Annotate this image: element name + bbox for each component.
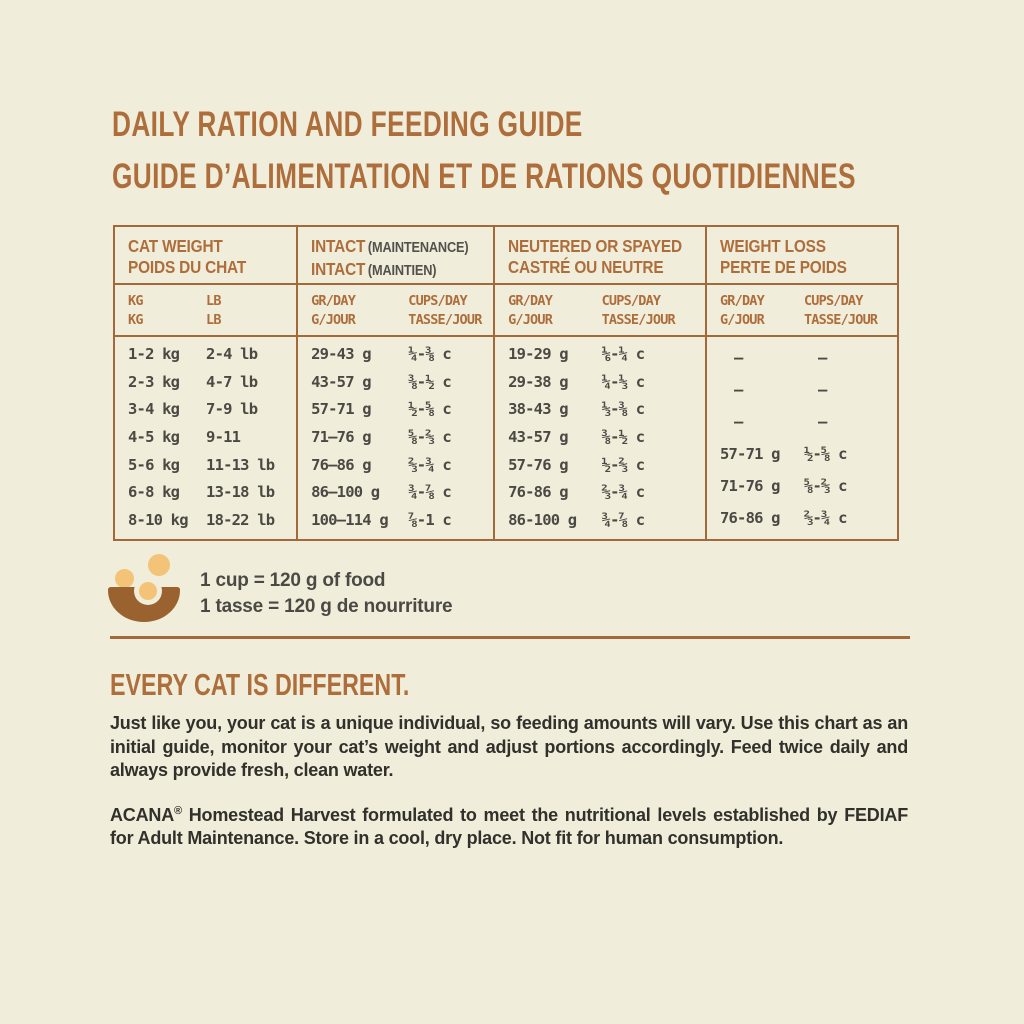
body-intact bbox=[298, 337, 493, 539]
subheader-grday-fr: G/JOUR bbox=[311, 312, 356, 328]
subheader-cupsday-en: CUPS/DAY bbox=[408, 293, 467, 309]
header-cat-weight-fr: POIDS DU CHAT bbox=[128, 257, 247, 277]
cell-c: — bbox=[817, 349, 827, 367]
table-row bbox=[311, 456, 491, 474]
body-cat-weight bbox=[115, 337, 296, 539]
header-weight-loss-en: WEIGHT LOSS bbox=[719, 236, 826, 256]
subheader-neutered bbox=[495, 285, 705, 337]
cell-lb: 13-18 lb bbox=[206, 483, 275, 502]
subheader-cupsday-fr: TASSE/JOUR bbox=[601, 312, 675, 328]
cell-neutered_c: ⅓-⅜ c bbox=[601, 400, 645, 419]
subheader-cat-weight bbox=[115, 285, 296, 337]
cell-neutered_g: 57-76 g bbox=[508, 455, 568, 474]
table-row bbox=[311, 400, 491, 418]
cell-g: 57-71 g bbox=[719, 445, 780, 463]
subheader-cupsday-en: CUPS/DAY bbox=[803, 293, 863, 309]
table-row bbox=[311, 373, 491, 391]
cell-intact_g: 71–76 g bbox=[311, 427, 371, 446]
cell-lb: 9-11 bbox=[206, 427, 241, 446]
column-intact bbox=[296, 227, 493, 539]
header-intact-en-paren: (MAINTENANCE) bbox=[367, 240, 469, 256]
cell-lb: 2-4 lb bbox=[206, 344, 258, 363]
kibble-icon bbox=[139, 582, 157, 600]
page-title-line1 bbox=[112, 102, 1024, 154]
subheader-grday-en: GR/DAY bbox=[508, 293, 553, 309]
cup-note-fr: 1 tasse = 120 g de nourriture bbox=[200, 596, 453, 617]
table-row bbox=[508, 400, 703, 418]
title-text-en: DAILY RATION AND FEEDING GUIDE bbox=[112, 105, 583, 144]
column-header-cat-weight bbox=[115, 227, 296, 285]
column-header-weight-loss bbox=[707, 227, 897, 285]
cell-neutered_g: 29-38 g bbox=[508, 372, 568, 391]
table-row bbox=[720, 381, 895, 399]
subheader-lb-en: LB bbox=[206, 293, 221, 309]
cell-neutered_c: ⅙-¼ c bbox=[601, 344, 645, 363]
footer-heading: EVERY CAT IS DIFFERENT. bbox=[110, 667, 410, 702]
table-row bbox=[128, 400, 294, 418]
cell-intact_c: ⅜-½ c bbox=[408, 372, 451, 391]
cell-c: ½-⅝ c bbox=[803, 445, 847, 463]
cell-intact_g: 76–86 g bbox=[311, 455, 371, 474]
table-row bbox=[311, 345, 491, 363]
column-header-neutered bbox=[495, 227, 705, 285]
cell-neutered_c: ⅔-¾ c bbox=[601, 483, 645, 502]
cell-kg: 3-4 kg bbox=[128, 400, 180, 419]
cell-neutered_c: ¼-⅓ c bbox=[601, 372, 645, 391]
subheader-lb-fr: LB bbox=[206, 312, 221, 328]
body-neutered bbox=[495, 337, 705, 539]
cell-neutered_g: 43-57 g bbox=[508, 427, 568, 446]
cell-lb: 7-9 lb bbox=[206, 400, 258, 419]
kibble-icon bbox=[115, 569, 134, 588]
cell-intact_g: 43-57 g bbox=[311, 372, 371, 391]
cell-c: — bbox=[817, 413, 827, 431]
subheader-cupsday-en: CUPS/DAY bbox=[601, 293, 661, 309]
table-row bbox=[720, 413, 895, 431]
cell-neutered_c: ⅜-½ c bbox=[601, 427, 645, 446]
cell-kg: 5-6 kg bbox=[128, 455, 180, 474]
cell-neutered_g: 19-29 g bbox=[508, 344, 568, 363]
table-row bbox=[508, 428, 703, 446]
cell-intact_c: ¼-⅜ c bbox=[408, 344, 451, 363]
cell-c: ⅔-¾ c bbox=[803, 509, 847, 527]
cell-neutered_c: ½-⅔ c bbox=[601, 455, 645, 474]
cell-kg: 2-3 kg bbox=[128, 372, 180, 391]
body-weight-loss bbox=[707, 337, 897, 539]
title-text-fr: GUIDE D’ALIMENTATION ET DE RATIONS QUOTIDIENNES bbox=[112, 157, 856, 196]
cell-lb: 4-7 lb bbox=[206, 372, 258, 391]
table-row bbox=[508, 456, 703, 474]
table-row bbox=[311, 483, 491, 501]
cell-intact_g: 100–114 g bbox=[311, 511, 388, 530]
subheader-weight-loss bbox=[707, 285, 897, 337]
cell-neutered_g: 76-86 g bbox=[508, 483, 568, 502]
subheader-grday-fr: G/JOUR bbox=[508, 312, 553, 328]
table-row bbox=[508, 373, 703, 391]
header-intact-en: INTACT bbox=[311, 236, 366, 256]
footer-section bbox=[110, 664, 908, 868]
table-row bbox=[128, 345, 294, 363]
subheader-kg-fr: KG bbox=[128, 312, 143, 328]
cell-intact_g: 57-71 g bbox=[311, 400, 371, 419]
table-row bbox=[128, 373, 294, 391]
cell-g: — bbox=[733, 381, 743, 399]
table-row bbox=[720, 477, 895, 495]
subheader-grday-en: GR/DAY bbox=[311, 293, 356, 309]
cell-kg: 4-5 kg bbox=[128, 427, 180, 446]
cell-g: — bbox=[733, 349, 743, 367]
cell-kg: 6-8 kg bbox=[128, 483, 180, 502]
cell-g: 71-76 g bbox=[719, 477, 780, 495]
table-row bbox=[508, 483, 703, 501]
column-weight-loss bbox=[705, 227, 897, 539]
subheader-intact bbox=[298, 285, 493, 337]
cell-intact_c: ¾-⅞ c bbox=[408, 483, 451, 502]
cell-c: ⅝-⅔ c bbox=[803, 477, 847, 495]
header-neutered-en: NEUTERED OR SPAYED bbox=[508, 236, 683, 256]
cell-kg: 1-2 kg bbox=[128, 344, 180, 363]
table-row bbox=[311, 511, 491, 529]
table-row bbox=[128, 428, 294, 446]
brand-name: ACANA bbox=[110, 804, 174, 825]
subheader-cupsday-fr: TASSE/JOUR bbox=[408, 312, 482, 328]
column-header-intact bbox=[298, 227, 493, 285]
table-row bbox=[128, 511, 294, 529]
header-weight-loss-fr: PERTE DE POIDS bbox=[719, 257, 847, 277]
kibble-icon bbox=[148, 554, 170, 576]
cell-neutered_g: 38-43 g bbox=[508, 400, 568, 419]
table-row bbox=[128, 456, 294, 474]
header-intact-fr-paren: (MAINTIEN) bbox=[367, 263, 437, 279]
table-row bbox=[311, 428, 491, 446]
column-cat-weight bbox=[115, 227, 296, 539]
header-neutered-fr: CASTRÉ OU NEUTRE bbox=[508, 257, 664, 277]
cell-intact_c: ⅝-⅔ c bbox=[408, 427, 451, 446]
cup-note bbox=[108, 554, 452, 622]
cell-intact_c: ½-⅝ c bbox=[408, 400, 451, 419]
cell-kg: 8-10 kg bbox=[128, 511, 188, 530]
subheader-grday-en: GR/DAY bbox=[719, 293, 764, 309]
header-cat-weight-en: CAT WEIGHT bbox=[128, 236, 223, 256]
subheader-kg-en: KG bbox=[128, 293, 143, 309]
footer-paragraph-2-text: Homestead Harvest formulated to meet the nutritional levels established by FEDIAF for Adult Maintenance. Store in a cool, dry place. Not fit for human consumption. bbox=[110, 804, 908, 848]
table-row bbox=[720, 509, 895, 527]
subheader-cupsday-fr: TASSE/JOUR bbox=[803, 312, 878, 328]
feeding-table bbox=[113, 225, 899, 541]
cell-c: — bbox=[817, 381, 827, 399]
column-neutered bbox=[493, 227, 705, 539]
page-title-line2 bbox=[112, 154, 1024, 206]
food-bowl-icon bbox=[108, 554, 180, 622]
table-row bbox=[720, 349, 895, 367]
table-row bbox=[720, 445, 895, 463]
cell-intact_g: 86–100 g bbox=[311, 483, 380, 502]
cup-note-en: 1 cup = 120 g of food bbox=[200, 570, 386, 591]
cell-neutered_c: ¾-⅞ c bbox=[601, 511, 645, 530]
subheader-grday-fr: G/JOUR bbox=[719, 312, 764, 328]
cell-neutered_g: 86-100 g bbox=[508, 511, 577, 530]
cell-g: — bbox=[733, 413, 743, 431]
section-divider bbox=[110, 636, 910, 639]
cell-intact_c: ⅔-¾ c bbox=[408, 455, 451, 474]
footer-paragraph-1: Just like you, your cat is a unique individual, so feeding amounts will vary. Use this chart as an initial guide, monitor your cat’s weight and adjust portions accordingly. Feed twice daily and always provide fresh, clean water. bbox=[110, 713, 908, 780]
header-intact-fr: INTACT bbox=[311, 259, 366, 279]
footer-paragraph-2 bbox=[110, 800, 908, 851]
page-title bbox=[112, 102, 1024, 206]
cell-lb: 18-22 lb bbox=[206, 511, 275, 530]
cell-lb: 11-13 lb bbox=[206, 455, 275, 474]
table-row bbox=[128, 483, 294, 501]
cell-intact_g: 29-43 g bbox=[311, 344, 371, 363]
cell-intact_c: ⅞-1 c bbox=[408, 511, 451, 530]
registered-mark: ® bbox=[174, 804, 182, 817]
table-row bbox=[508, 345, 703, 363]
cell-g: 76-86 g bbox=[719, 509, 780, 527]
table-row bbox=[508, 511, 703, 529]
